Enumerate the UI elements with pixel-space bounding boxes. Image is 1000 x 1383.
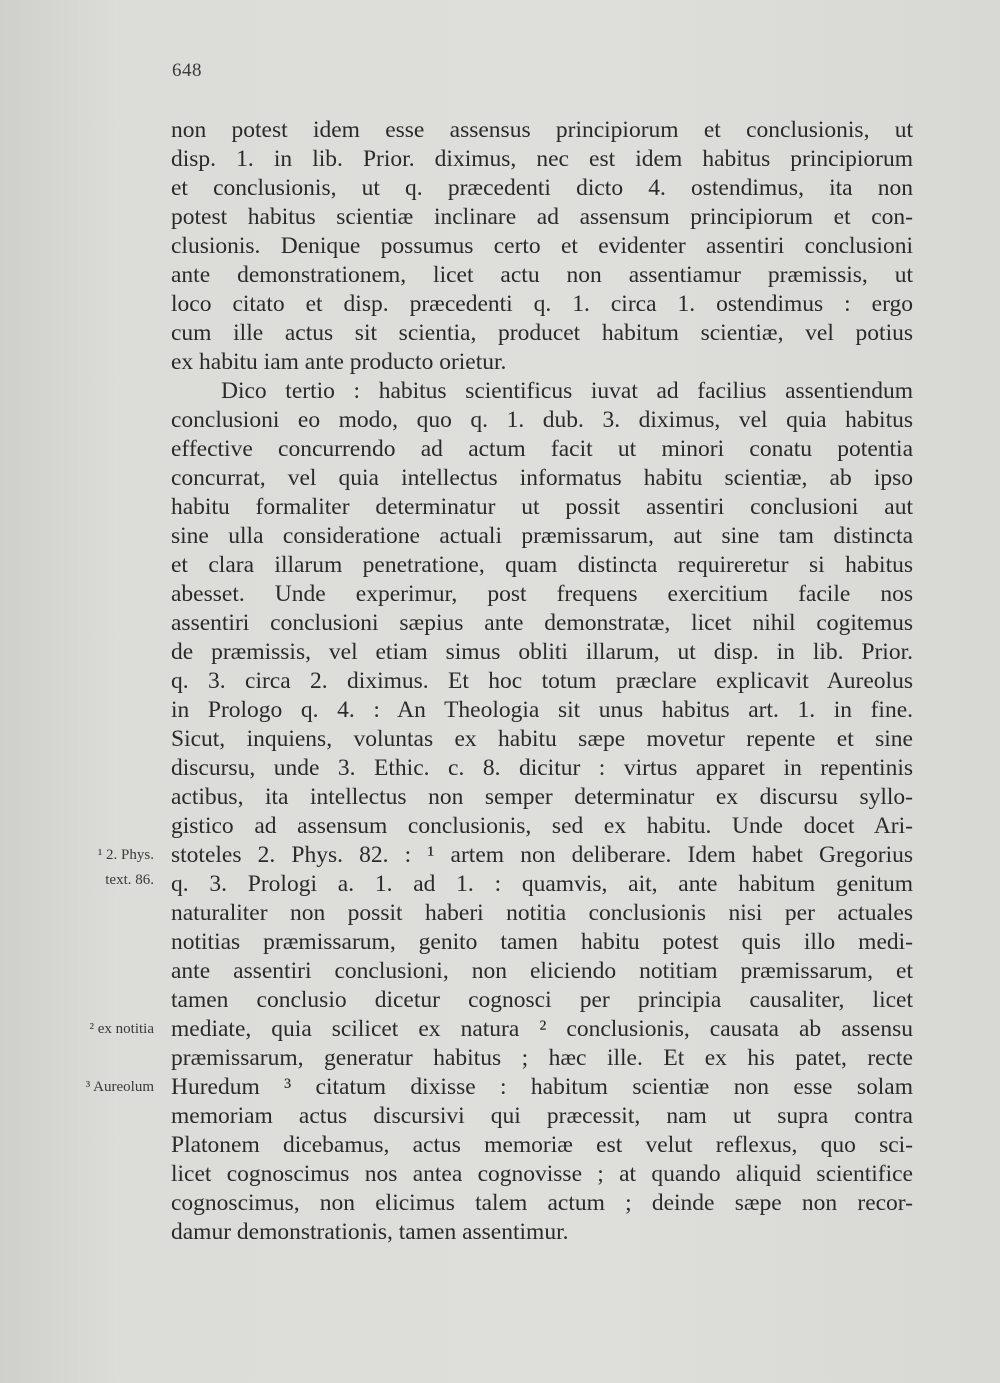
- text-line: abesset. Unde experimur, post frequens exercitium facile nos: [171, 581, 913, 607]
- text-line: damur demonstrationis, tamen assentimur.: [171, 1219, 569, 1245]
- margin-note: text. 86.: [105, 872, 154, 888]
- text-line: effective concurrendo ad actum facit ut minori conatu potentia: [171, 436, 913, 462]
- text-line: sine ulla consideratione actuali præmissarum, aut sine tam distincta: [171, 523, 913, 549]
- text-line: mediate, quia scilicet ex natura ² conclusionis, causata ab assensu: [171, 1016, 913, 1042]
- page-number: 648: [172, 60, 202, 81]
- text-line: potest habitus scientiæ inclinare ad assensum principiorum et con-: [171, 204, 913, 230]
- text-line: actibus, ita intellectus non semper determinatur ex discursu syllo-: [171, 784, 913, 810]
- text-line: in Prologo q. 4. : An Theologia sit unus habitus art. 1. in fine.: [171, 697, 913, 723]
- text-line: notitias præmissarum, genito tamen habitu potest quis illo medi-: [171, 929, 913, 955]
- margin-note: ² ex notitia: [89, 1021, 154, 1037]
- text-line: licet cognoscimus nos antea cognovisse ; at quando aliquid scientifice: [171, 1161, 913, 1187]
- text-line: ante demonstrationem, licet actu non assentiamur præmissis, ut: [171, 262, 913, 288]
- text-line: et clara illarum penetratione, quam distincta requireretur si habitus: [171, 552, 913, 578]
- text-line: assentiri conclusioni sæpius ante demonstratæ, licet nihil cogitemus: [171, 610, 913, 636]
- text-line: cum ille actus sit scientia, producet habitum scientiæ, vel potius: [171, 320, 913, 346]
- text-line: clusionis. Denique possumus certo et evidenter assentiri conclusioni: [171, 233, 913, 259]
- text-line: cognoscimus, non elicimus talem actum ; deinde sæpe non recor-: [171, 1190, 913, 1216]
- text-line: q. 3. Prologi a. 1. ad 1. : quamvis, ait, ante habitum genitum: [171, 871, 913, 897]
- text-line: conclusioni eo modo, quo q. 1. dub. 3. diximus, vel quia habitus: [171, 407, 913, 433]
- text-line: tamen conclusio dicetur cognosci per principia causaliter, licet: [171, 987, 913, 1013]
- text-line: et conclusionis, ut q. præcedenti dicto 4. ostendimus, ita non: [171, 175, 913, 201]
- text-line: naturaliter non possit haberi notitia conclusionis nisi per actuales: [171, 900, 913, 926]
- text-line: ante assentiri conclusioni, non eliciendo notitiam præmissarum, et: [171, 958, 913, 984]
- text-line: loco citato et disp. præcedenti q. 1. circa 1. ostendimus : ergo: [171, 291, 913, 317]
- text-line: memoriam actus discursivi qui præcessit, nam ut supra contra: [171, 1103, 913, 1129]
- text-line: gistico ad assensum conclusionis, sed ex habitu. Unde docet Ari-: [171, 813, 913, 839]
- text-line: Platonem dicebamus, actus memoriæ est velut reflexus, quo sci-: [171, 1132, 913, 1158]
- text-line: Huredum ³ citatum dixisse : habitum scientiæ non esse solam: [171, 1074, 913, 1100]
- text-line: de præmissis, vel etiam simus obliti illarum, ut disp. in lib. Prior.: [171, 639, 913, 665]
- margin-note: ¹ 2. Phys.: [97, 847, 154, 863]
- text-line: Dico tertio : habitus scientificus iuvat ad facilius assentiendum: [221, 378, 913, 404]
- text-line: discursu, unde 3. Ethic. c. 8. dicitur : virtus apparet in repentinis: [171, 755, 913, 781]
- text-line: Sicut, inquiens, voluntas ex habitu sæpe movetur repente et sine: [171, 726, 913, 752]
- text-line: disp. 1. in lib. Prior. diximus, nec est idem habitus principiorum: [171, 146, 913, 172]
- text-line: concurrat, vel quia intellectus informatus habitu scientiæ, ab ipso: [171, 465, 913, 491]
- text-line: ex habitu iam ante producto orietur.: [171, 349, 507, 375]
- text-line: stoteles 2. Phys. 82. : ¹ artem non deliberare. Idem habet Gregorius: [171, 842, 913, 868]
- text-line: præmissarum, generatur habitus ; hæc ille. Et ex his patet, recte: [171, 1045, 913, 1071]
- text-line: non potest idem esse assensus principiorum et conclusionis, ut: [171, 117, 913, 143]
- text-line: habitu formaliter determinatur ut possit assentiri conclusioni aut: [171, 494, 913, 520]
- text-line: q. 3. circa 2. diximus. Et hoc totum præclare explicavit Aureolus: [171, 668, 913, 694]
- margin-note: ³ Aureolum: [85, 1079, 154, 1095]
